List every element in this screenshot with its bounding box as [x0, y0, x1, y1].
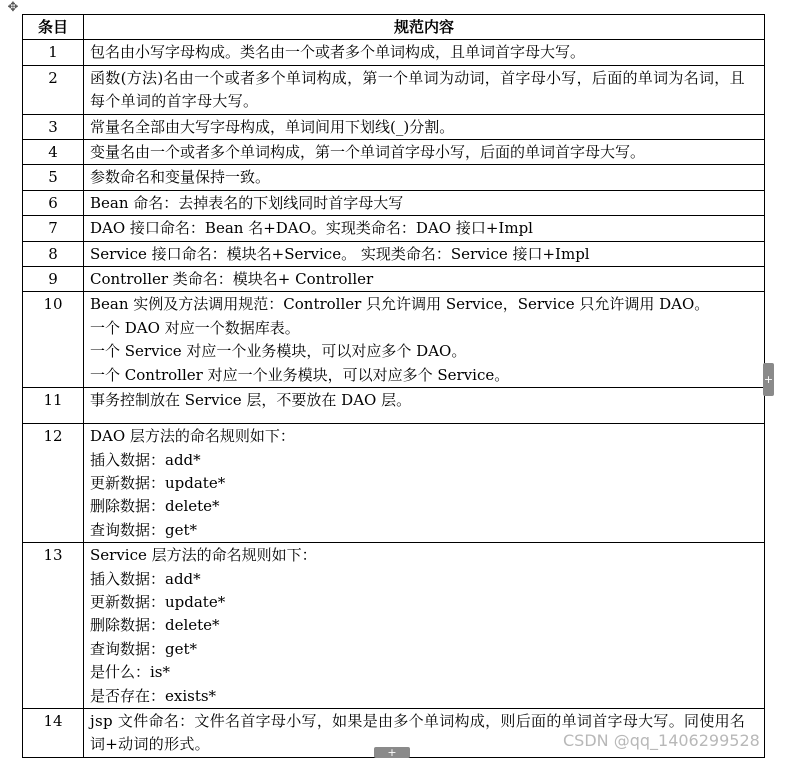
add-row-handle-icon[interactable]: +: [374, 747, 410, 758]
row-number: 13: [23, 543, 84, 709]
row-content: [84, 267, 765, 292]
row-content: [84, 40, 765, 65]
content-line: 是什么：is*: [90, 663, 170, 682]
add-column-handle-icon[interactable]: +: [763, 363, 774, 396]
table-row: [23, 190, 765, 215]
content-line: 查询数据：get*: [90, 520, 198, 539]
row-number: 10: [23, 292, 84, 388]
watermark: CSDN @qq_1406299528: [563, 731, 760, 750]
row-content: [84, 216, 765, 241]
content-line: 包名由小写字母构成。类名由一个或者多个单词构成，且单词首字母大写。: [90, 43, 586, 62]
table-row: [23, 241, 765, 266]
table-header-row: [23, 15, 765, 40]
content-line: 参数命名和变量保持一致。: [90, 168, 271, 187]
row-content: [84, 241, 765, 266]
row-number: 14: [23, 708, 84, 757]
content-line: 事务控制放在 Service 层，不要放在 DAO 层。: [90, 391, 412, 410]
row-number: 11: [23, 388, 84, 424]
row-number: 4: [23, 140, 84, 165]
table-row: [23, 165, 765, 190]
content-line: Service 接口命名：模块名+Service。 实现类命名：Service 接口+Impl: [90, 244, 590, 263]
row-number: 6: [23, 190, 84, 215]
content-line: 更新数据：update*: [90, 473, 226, 492]
table-row: [23, 65, 765, 114]
content-line: DAO 层方法的命名规则如下：: [90, 427, 295, 446]
content-line: 一个 DAO 对应一个数据库表。: [90, 318, 300, 337]
row-number: 3: [23, 114, 84, 139]
row-number: 12: [23, 424, 84, 543]
table-row: [23, 40, 765, 65]
row-content: [84, 292, 765, 388]
row-content: [84, 165, 765, 190]
row-content: [84, 388, 765, 424]
table-row: [23, 140, 765, 165]
content-line: Bean 命名：去掉表名的下划线同时首字母大写: [90, 193, 404, 212]
content-line: 一个 Controller 对应一个业务模块，可以对应多个 Service。: [90, 365, 510, 384]
table-row: [23, 388, 765, 424]
table-row: [23, 216, 765, 241]
content-line: 查询数据：get*: [90, 639, 198, 658]
row-content: [84, 65, 765, 114]
table-row: [23, 424, 765, 543]
content-line: DAO 接口命名：Bean 名+DAO。实现类命名：DAO 接口+Impl: [90, 219, 533, 238]
table-row: [23, 543, 765, 709]
content-line: 是否存在：exists*: [90, 686, 217, 705]
naming-spec-table: [22, 14, 765, 758]
header-item-number: 条目: [23, 15, 84, 40]
table-row: [23, 114, 765, 139]
row-number: 7: [23, 216, 84, 241]
row-content: [84, 190, 765, 215]
row-number: 9: [23, 267, 84, 292]
row-number: 2: [23, 65, 84, 114]
row-content: [84, 140, 765, 165]
content-line: 变量名由一个或者多个单词构成，第一个单词首字母小写，后面的单词首字母大写。: [90, 143, 646, 162]
content-line: 一个 Service 对应一个业务模块，可以对应多个 DAO。: [90, 342, 467, 361]
content-line: 插入数据：add*: [90, 569, 201, 588]
row-number: 8: [23, 241, 84, 266]
table-row: [23, 267, 765, 292]
content-line: Service 层方法的命名规则如下：: [90, 546, 317, 565]
content-line: jsp 文件命名：文件名首字母小写，如果是由多个单词构成，则后面的单词首字母大写。同使用名词+动词的形式。: [90, 711, 746, 754]
table-move-handle-icon[interactable]: ✥: [7, 0, 19, 15]
row-number: 1: [23, 40, 84, 65]
content-line: Bean 实例及方法调用规范：Controller 只允许调用 Service，Service 只允许调用 DAO。: [90, 295, 710, 314]
content-line: 函数(方法)名由一个或者多个单词构成，第一个单词为动词，首字母小写，后面的单词为名词，且每个单词的首字母大写。: [90, 68, 745, 111]
content-line: 插入数据：add*: [90, 450, 201, 469]
row-content: [84, 543, 765, 709]
row-content: [84, 114, 765, 139]
row-content: [84, 424, 765, 543]
header-spec-content: 规范内容: [84, 15, 765, 40]
content-line: Controller 类命名：模块名+ Controller: [90, 270, 374, 289]
content-line: 删除数据：delete*: [90, 616, 220, 635]
content-line: 删除数据：delete*: [90, 497, 220, 516]
row-number: 5: [23, 165, 84, 190]
content-line: 更新数据：update*: [90, 592, 226, 611]
content-line: 常量名全部由大写字母构成，单词间用下划线(_)分割。: [90, 117, 455, 136]
table-row: [23, 292, 765, 388]
